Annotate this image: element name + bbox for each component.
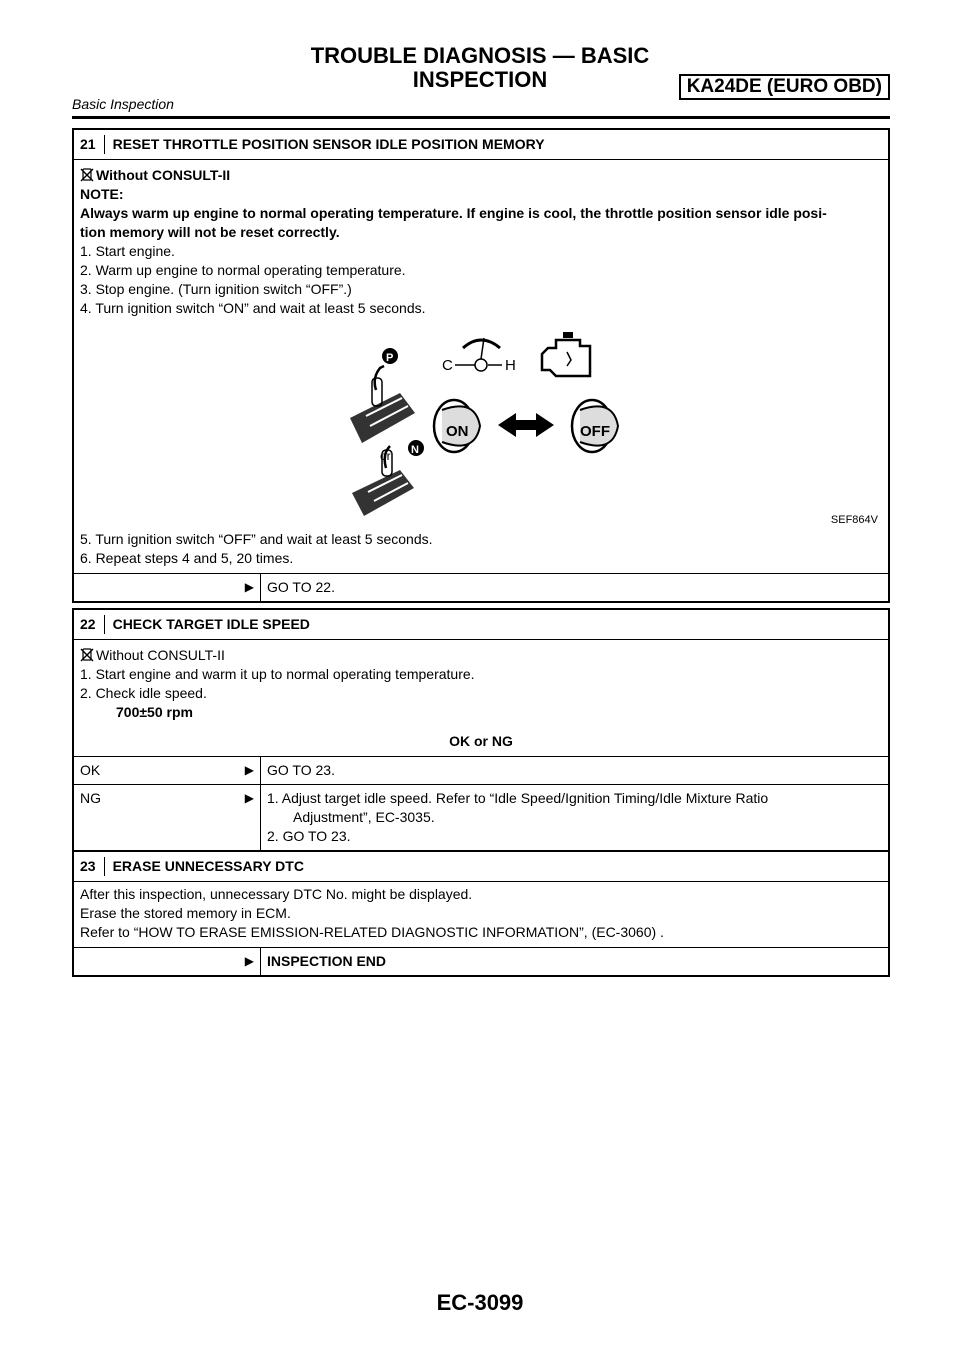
gauge-h-label: H [505, 357, 516, 374]
note-text-2: tion memory will not be reset correctly. [80, 224, 340, 240]
temperature-gauge-icon [442, 338, 516, 374]
step-22-ok-row [74, 756, 888, 784]
body-line: Erase the stored memory in ECM. [80, 905, 291, 921]
step-23-body [74, 881, 888, 947]
step-22-header [74, 610, 888, 639]
step-line: 1. Start engine. [80, 243, 175, 259]
step-23-result-row [74, 947, 888, 975]
step-line: 4. Turn ignition switch “ON” and wait at least 5 seconds. [80, 300, 426, 316]
ignition-figure [80, 318, 882, 530]
arrow-icon: ▶ [244, 580, 254, 594]
step-21-header [74, 130, 888, 159]
ignition-key-off-icon [572, 400, 618, 452]
step-21-body [74, 159, 888, 573]
step-line: 5. Turn ignition switch “OFF” and wait at least 5 seconds. [80, 531, 433, 547]
idle-speed-spec: 700±50 rpm [116, 704, 193, 720]
ignition-key-on-icon [434, 400, 480, 452]
mode-label: Without CONSULT-II [96, 647, 225, 663]
crossed-tester-icon [80, 168, 94, 182]
step-line: 2. Check idle speed. [80, 685, 207, 701]
ng-result [260, 785, 888, 850]
note-text-1: Always warm up engine to normal operating temperature. If engine is cool, the throttle position sensor idle posi- [80, 205, 827, 221]
ok-result: GO TO 23. [260, 757, 888, 784]
header-divider [72, 116, 890, 119]
step-21-result-row [74, 573, 888, 601]
arrow-icon: ▶ [244, 954, 254, 968]
double-arrow-icon [498, 413, 554, 437]
key-off-label: OFF [580, 423, 610, 440]
gauge-c-label: C [442, 357, 453, 374]
decision-label: OK or NG [449, 733, 513, 749]
figure-code: SEF864V [830, 514, 878, 526]
mode-label: Without CONSULT-II [96, 167, 231, 183]
section-subtitle: Basic Inspection [72, 96, 174, 112]
step-23-header [74, 852, 888, 881]
step-22-box [72, 608, 890, 852]
ng-label: NG [80, 790, 101, 806]
arrow-icon: ▶ [244, 791, 254, 805]
result-text: GO TO 22. [260, 574, 888, 601]
arrow-icon: ▶ [244, 763, 254, 777]
step-22-body [74, 639, 888, 756]
shift-lever-p-icon [350, 348, 415, 443]
ng-result-line: Adjustment”, EC-3035. [293, 809, 435, 825]
gear-n-label: N [411, 444, 419, 456]
page-title-line1: TROUBLE DIAGNOSIS — BASIC [310, 43, 650, 68]
step-21-box [72, 128, 890, 603]
step-number: 21 [80, 135, 105, 154]
step-line: 6. Repeat steps 4 and 5, 20 times. [80, 550, 294, 566]
ng-result-line: 1. Adjust target idle speed. Refer to “Idle Speed/Ignition Timing/Idle Mixture Ratio [267, 790, 769, 806]
step-title: RESET THROTTLE POSITION SENSOR IDLE POSITION MEMORY [112, 136, 545, 152]
step-22-ng-row [74, 784, 888, 850]
step-number: 23 [80, 857, 105, 876]
body-line: Refer to “HOW TO ERASE EMISSION-RELATED DIAGNOSTIC INFORMATION”, (EC-3060) . [80, 924, 664, 940]
page-number: EC-3099 [436, 1290, 524, 1315]
body-line: After this inspection, unnecessary DTC No. might be displayed. [80, 886, 473, 902]
step-line: 3. Stop engine. (Turn ignition switch “OFF”.) [80, 281, 352, 297]
crossed-tester-icon [80, 648, 94, 662]
step-23-box [72, 850, 890, 977]
key-on-label: ON [446, 423, 469, 440]
ng-result-line: 2. GO TO 23. [267, 828, 351, 844]
step-title: CHECK TARGET IDLE SPEED [112, 616, 310, 632]
or-label: or [380, 449, 391, 463]
ok-label: OK [80, 762, 101, 778]
engine-badge: KA24DE (EURO OBD) [679, 74, 890, 100]
ignition-diagram [80, 318, 884, 530]
result-text: INSPECTION END [260, 948, 888, 975]
note-label: NOTE: [80, 186, 124, 202]
gear-p-label: P [386, 352, 394, 364]
engine-icon [542, 332, 590, 376]
step-line: 1. Start engine and warm it up to normal operating temperature. [80, 666, 475, 682]
page-title-line2: INSPECTION [412, 67, 548, 92]
step-number: 22 [80, 615, 105, 634]
step-line: 2. Warm up engine to normal operating temperature. [80, 262, 406, 278]
step-title: ERASE UNNECESSARY DTC [112, 858, 304, 874]
